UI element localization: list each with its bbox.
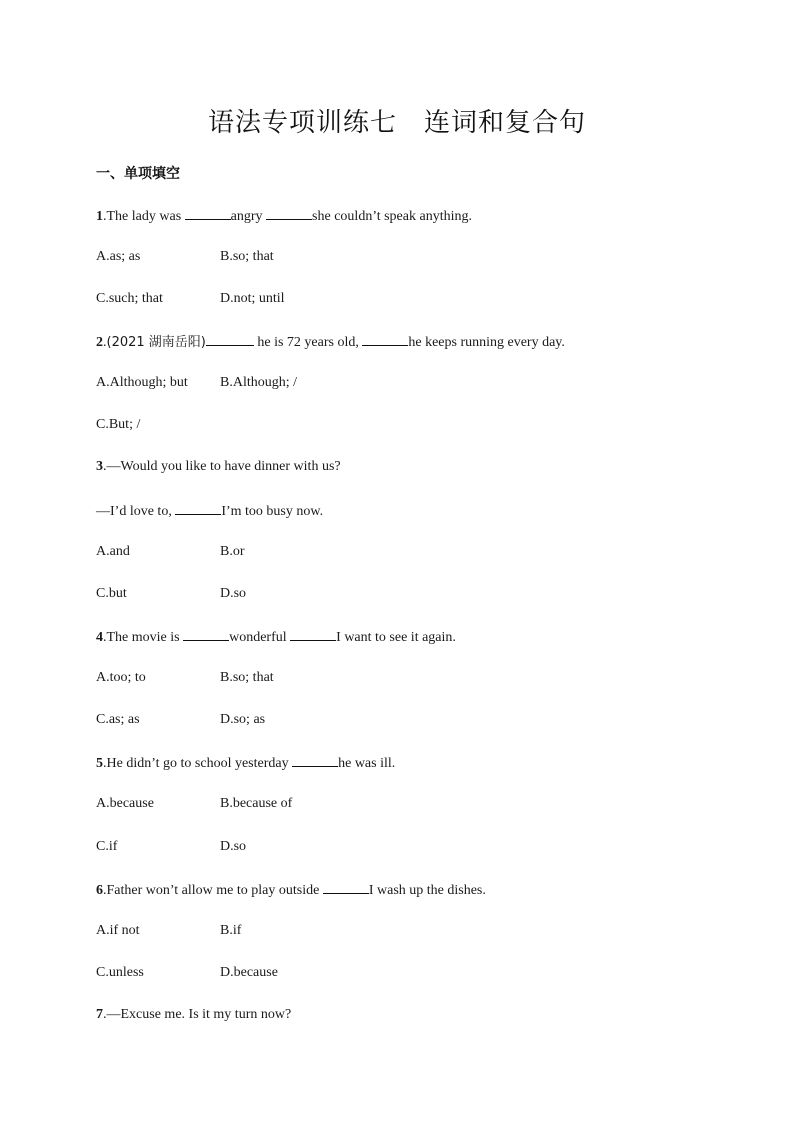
option-d[interactable]: D.not; until <box>220 291 285 306</box>
option-b[interactable]: B.so; that <box>220 670 274 685</box>
answer-blank[interactable] <box>292 753 338 767</box>
option-c[interactable]: C.unless <box>96 965 144 980</box>
question-text: wonderful <box>229 630 291 645</box>
question-text: she couldn’t speak anything. <box>312 209 472 224</box>
option-b[interactable]: B.because of <box>220 796 293 811</box>
option-d[interactable]: D.because <box>220 965 278 980</box>
answer-blank[interactable] <box>206 332 254 346</box>
answer-blank[interactable] <box>362 332 408 346</box>
question-text: .The movie is <box>103 630 184 645</box>
question-3 <box>96 458 341 476</box>
reply-text: I’m too busy now. <box>221 504 324 519</box>
option-d[interactable]: D.so; as <box>220 712 266 727</box>
option-a[interactable]: A.too; to <box>96 670 146 685</box>
question-text: .—Would you like to have dinner with us? <box>103 459 341 474</box>
reply-text: —I’d love to, <box>96 504 176 519</box>
question-text: I wash up the dishes. <box>368 883 486 898</box>
option-a[interactable]: A.and <box>96 544 130 559</box>
question-number: 5 <box>96 756 103 771</box>
question-text: he is 72 years old, <box>253 335 363 350</box>
question-6 <box>96 880 486 900</box>
option-d[interactable]: D.so <box>220 839 247 854</box>
question-number: 6 <box>96 883 103 898</box>
option-a[interactable]: A.if not <box>96 923 140 938</box>
question-number: 1 <box>96 209 103 224</box>
question-2 <box>96 332 565 352</box>
question-text: angry <box>230 209 267 224</box>
question-number: 3 <box>96 459 103 474</box>
question-text: he keeps running every day. <box>408 335 565 350</box>
answer-blank[interactable] <box>183 627 229 641</box>
answer-blank[interactable] <box>290 627 336 641</box>
question-5 <box>96 753 395 773</box>
question-number: 7 <box>96 1007 103 1022</box>
question-text: .He didn’t go to school yesterday <box>103 756 293 771</box>
option-c[interactable]: C.as; as <box>96 712 140 727</box>
option-b[interactable]: B.Although; / <box>220 375 298 390</box>
option-c[interactable]: C.if <box>96 839 118 854</box>
option-b[interactable]: B.or <box>220 544 245 559</box>
page-title: 语法专项训练七 连词和复合句 <box>207 108 586 138</box>
question-source: (2021 湖南岳阳) <box>106 335 206 350</box>
question-text: he was ill. <box>338 756 396 771</box>
option-b[interactable]: B.so; that <box>220 249 274 264</box>
question-4 <box>96 627 456 647</box>
option-b[interactable]: B.if <box>220 923 242 938</box>
option-a[interactable]: A.as; as <box>96 249 141 264</box>
question-text: .The lady was <box>103 209 185 224</box>
question-text: . <box>103 335 107 350</box>
question-number: 4 <box>96 630 103 645</box>
option-d[interactable]: D.so <box>220 586 247 601</box>
answer-blank[interactable] <box>185 206 231 220</box>
option-a[interactable]: A.because <box>96 796 154 811</box>
answer-blank[interactable] <box>266 206 312 220</box>
question-number: 2 <box>96 335 103 350</box>
question-text: .Father won’t allow me to play outside <box>103 883 323 898</box>
question-text: I want to see it again. <box>336 630 456 645</box>
option-c[interactable]: C.but <box>96 586 127 601</box>
option-c[interactable]: C.such; that <box>96 291 163 306</box>
section-heading: 一、单项填空 <box>96 166 180 182</box>
question-7 <box>96 1006 291 1024</box>
question-1 <box>96 206 472 226</box>
answer-blank[interactable] <box>323 880 369 894</box>
question-text: .—Excuse me. Is it my turn now? <box>103 1007 292 1022</box>
option-a[interactable]: A.Although; but <box>96 375 188 390</box>
option-c[interactable]: C.But; / <box>96 417 141 432</box>
question-3-reply <box>96 501 323 521</box>
answer-blank[interactable] <box>175 501 221 515</box>
